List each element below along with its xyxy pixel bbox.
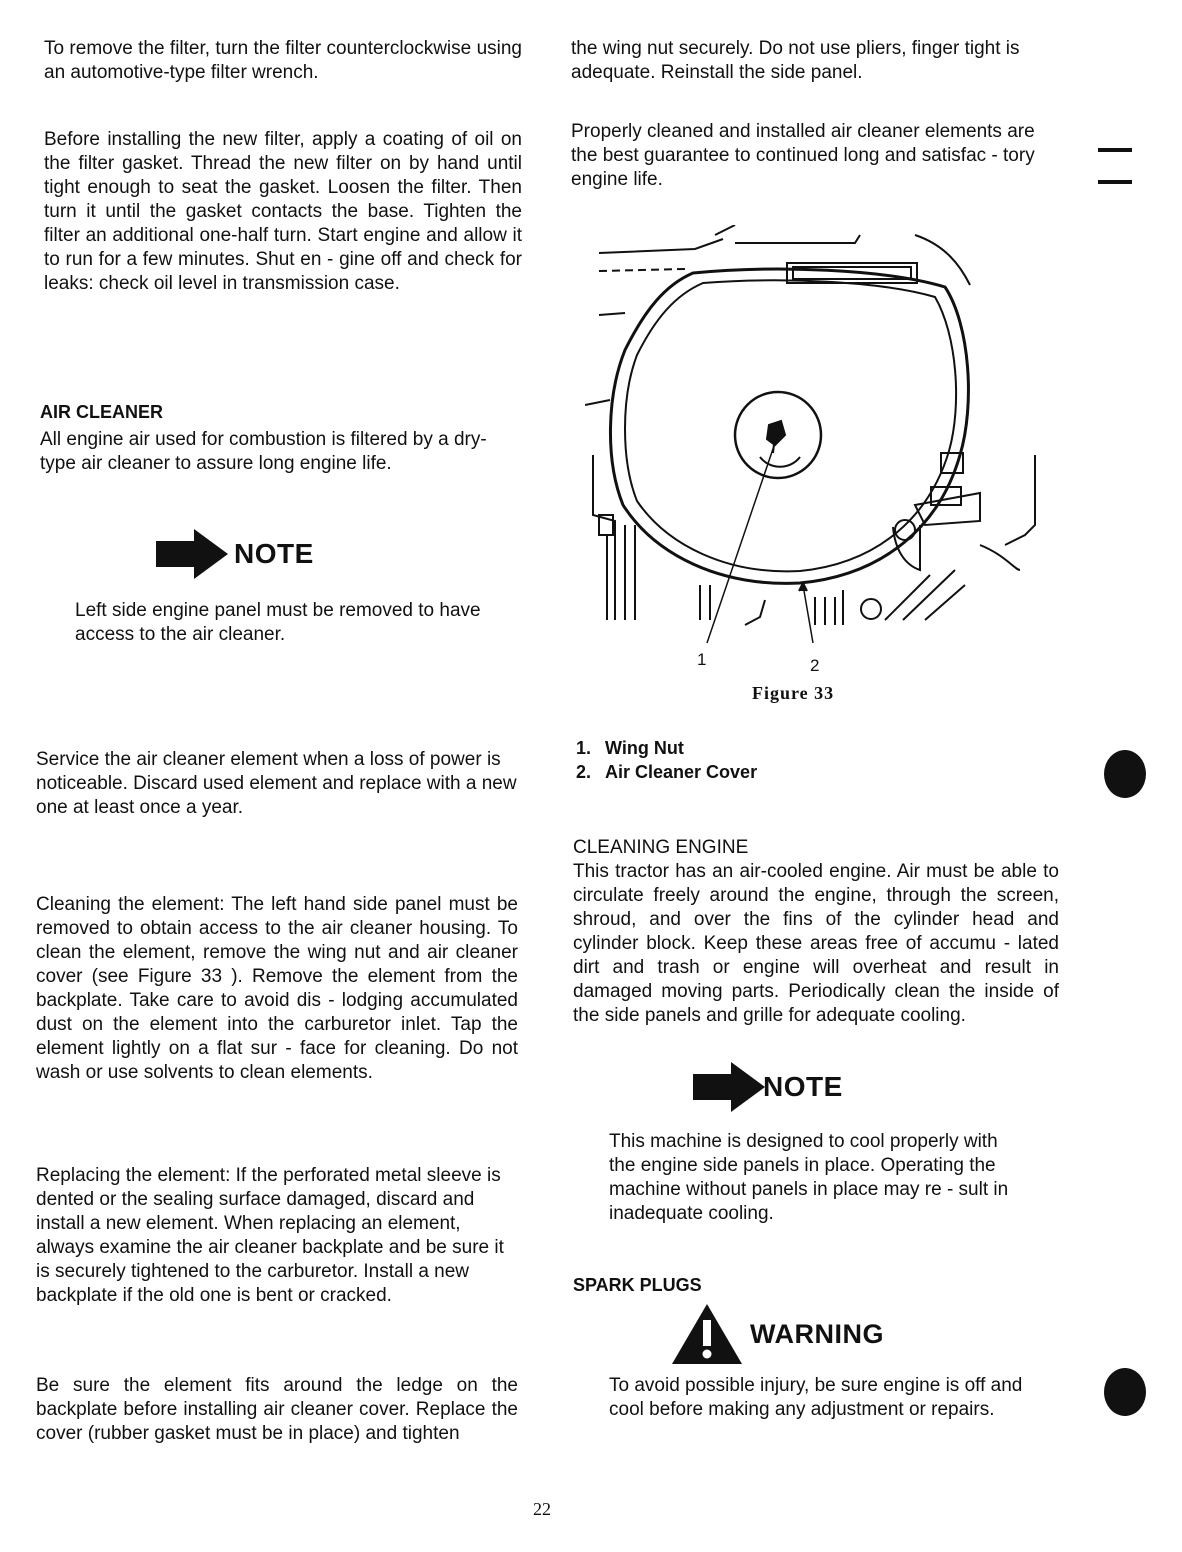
note-label: NOTE xyxy=(234,538,314,569)
note-text-left: Left side engine panel must be removed to have access to the air cleaner. xyxy=(75,600,481,645)
properly-cleaned-paragraph: Properly cleaned and installed air cleaner elements are the best guarantee to continued long and satisfac - tory engine life. xyxy=(571,121,1035,190)
air-cleaner-illustration xyxy=(585,225,1045,655)
note-text-right: This machine is designed to cool properly with the engine side panels in place. Operating the machine without panels in place may re - sult in inadequate cooling. xyxy=(609,1131,1009,1224)
air-cleaner-heading: AIR CLEANER xyxy=(40,402,164,422)
be-sure-paragraph: Be sure the element fits around the ledge on the backplate before installing air cleaner cover. Replace the cover (rubber gasket must be in place) and tighten xyxy=(36,1375,518,1444)
legend-label: Air Cleaner Cover xyxy=(605,762,758,782)
service-paragraph: Service the air cleaner element when a loss of power is noticeable. Discard used element and replace with a new one at least once a year. xyxy=(36,749,517,818)
wing-nut-paragraph: the wing nut securely. Do not use pliers, finger tight is adequate. Reinstall the side panel. xyxy=(571,38,1020,83)
binder-hole-mark xyxy=(1104,1368,1146,1416)
note-label: NOTE xyxy=(763,1071,843,1102)
warning-callout xyxy=(670,1302,884,1366)
legend-item xyxy=(576,760,757,784)
arrow-right-icon xyxy=(693,1060,767,1114)
callout-1: 1 xyxy=(697,650,707,669)
figure-caption: Figure 33 xyxy=(752,683,835,703)
cleaning-engine-heading: CLEANING ENGINE xyxy=(573,837,749,858)
filter-removal-paragraph: To remove the filter, turn the filter counterclockwise using an automotive-type filter wrench. xyxy=(44,38,522,83)
filter-install-paragraph: Before installing the new filter, apply a coating of oil on the filter gasket. Thread the new filter on by hand until tight enough to seat the gasket. Loosen the filter. Then turn it until the gasket contacts the base. Tighten the filter an additional one-half turn. Start engine and allow it to run for a few minutes. Shut en - gine off and check for leaks: check oil level in transmission case. xyxy=(44,129,522,294)
margin-dash-top xyxy=(1098,148,1132,152)
figure-legend xyxy=(576,736,757,784)
legend-number: 1. xyxy=(576,738,592,758)
legend-number: 2. xyxy=(576,762,592,782)
legend-item xyxy=(576,736,757,760)
binder-hole-mark xyxy=(1104,750,1146,798)
note-callout-right xyxy=(693,1060,843,1114)
cleaning-element-paragraph: Cleaning the element: The left hand side panel must be removed to obtain access to the air cleaner housing. To clean the element, remove the wing nut and air cleaner cover (see Figure 33 ). Remove the element from the backplate. Take care to avoid dis - lodging accumulated dust on the element into the carburetor inlet. Tap the element lightly on a flat sur - face for cleaning. Do not wash or use solvents to clean elements. xyxy=(36,894,518,1083)
callout-2: 2 xyxy=(810,656,820,675)
arrow-right-icon xyxy=(156,527,230,581)
note-callout-left xyxy=(156,527,314,581)
warning-text: To avoid possible injury, be sure engine is off and cool before making any adjustment or repairs. xyxy=(609,1375,1023,1420)
margin-dash-bottom xyxy=(1098,180,1132,184)
spark-plugs-heading: SPARK PLUGS xyxy=(573,1275,702,1295)
cleaning-engine-paragraph: This tractor has an air-cooled engine. Air must be able to circulate freely around the engine, through the screen, shroud, and over the fins of the cylinder head and cylinder block. Keep these areas free of accumu - lated dirt and trash or engine will overheat and result in damaged moving parts. Periodically clean the inside of the side panels and grille for adequate cooling. xyxy=(573,861,1059,1026)
warning-triangle-icon xyxy=(670,1302,744,1366)
legend-label: Wing Nut xyxy=(605,738,684,758)
replacing-element-paragraph: Replacing the element: If the perforated metal sleeve is dented or the sealing surface damaged, discard and install a new element. When replacing an element, always examine the air cleaner backplate and be sure it is securely tightened to the carburetor. Install a new backplate if the old one is bent or cracked. xyxy=(36,1165,504,1306)
warning-label: WARNING xyxy=(750,1318,884,1349)
air-cleaner-intro: All engine air used for combustion is filtered by a dry-type air cleaner to assure long engine life. xyxy=(40,429,487,474)
page-number: 22 xyxy=(533,1499,551,1519)
